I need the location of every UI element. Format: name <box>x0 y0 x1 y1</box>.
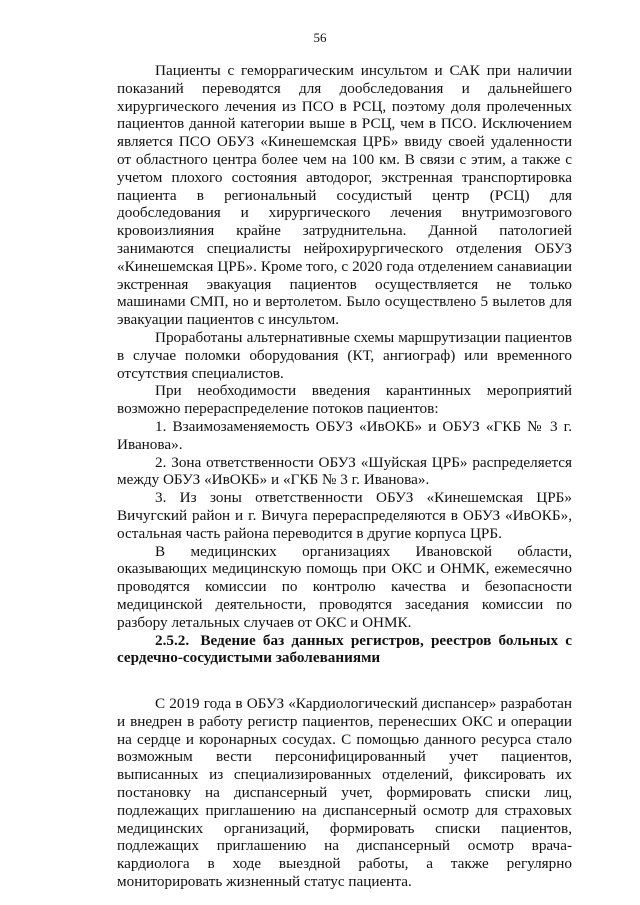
paragraph-quarantine-intro: При необходимости введения карантинных мероприятий возможно перераспределение потоков пациентов: <box>117 382 572 418</box>
paragraph-alternative-routing: Проработаны альтернативные схемы маршрутизации пациентов в случае поломки оборудования (КТ, ангиограф) или временного отсутствия специалистов. <box>117 328 572 382</box>
paragraph-registry: С 2019 года в ОБУЗ «Кардиологический диспансер» разработан и внедрен в работу регистр пациентов, перенесших ОКС и операции на сердце и коронарных сосудах. С помощью данного ресурса стало возможным вести персонифицированный учет пациентов, выписанных из специализированных отделений, фиксировать их постановку на диспансерный учет, формировать списки лиц, подлежащих приглашению на диспансерный осмотр для страховых медицинских организаций, формировать списки пациентов, подлежащих приглашению на диспансерный осмотр врача-кардиолога в ходе выездной работы, а также регулярно мониторировать жизненный статус пациента. <box>117 695 572 891</box>
list-item-1: 1. Взаимозаменяемость ОБУЗ «ИвОКБ» и ОБУЗ «ГКБ № 3 г. Иванова». <box>117 417 572 453</box>
list-item-2: 2. Зона ответственности ОБУЗ «Шуйская ЦРБ» распределяется между ОБУЗ «ИвОКБ» и «ГКБ № 3 г. Иванова». <box>117 453 572 489</box>
section-heading <box>117 632 572 668</box>
section-title: Ведение баз данных регистров, реестров больных с сердечно-сосудистыми заболеваниями <box>117 631 573 667</box>
page-number: 56 <box>313 30 327 45</box>
paragraph-commissions: В медицинских организациях Ивановской области, оказывающих медицинскую помощь при ОКС и ОНМК, ежемесячно проводятся комиссии по контролю качества и безопасности медицинской деятельности, проводятся заседания комиссии по разбору летальных случаев от ОКС и ОНМК. <box>117 542 572 631</box>
paragraph-hemorrhagic-stroke: Пациенты с геморрагическим инсультом и САК при наличии показаний переводятся для дообследования и дальнейшего хирургического лечения из ПСО в РСЦ, поэтому доля пролеченных пациентов данной категории выше в РСЦ, чем в ПСО. Исключением является ПСО ОБУЗ «Кинешемская ЦРБ» ввиду своей удаленности от областного центра более чем на 100 км. В связи с этим, а также с учетом плохого состояния автодорог, экстренная транспортировка пациента в региональный сосудистый центр (РСЦ) для дообследования и хирургического лечения внутримозгового кровоизлияния крайне затруднительна. Данной патологией занимаются специалисты нейрохирургического отделения ОБУЗ «Кинешемская ЦРБ». Кроме того, с 2020 года отделением санавиации экстренная эвакуация пациентов осуществляется не только машинами СМП, но и вертолетом. Было осуществлено 5 вылетов для эвакуации пациентов с инсультом. <box>117 62 572 329</box>
list-item-3: 3. Из зоны ответственности ОБУЗ «Кинешемская ЦРБ» Вичугский район и г. Вичуга перераспределяются в ОБУЗ «ИвОКБ», остальная часть района переводится в другие корпуса ЦРБ. <box>117 489 572 542</box>
section-number: 2.5.2. <box>155 631 190 649</box>
page-content <box>117 62 572 891</box>
